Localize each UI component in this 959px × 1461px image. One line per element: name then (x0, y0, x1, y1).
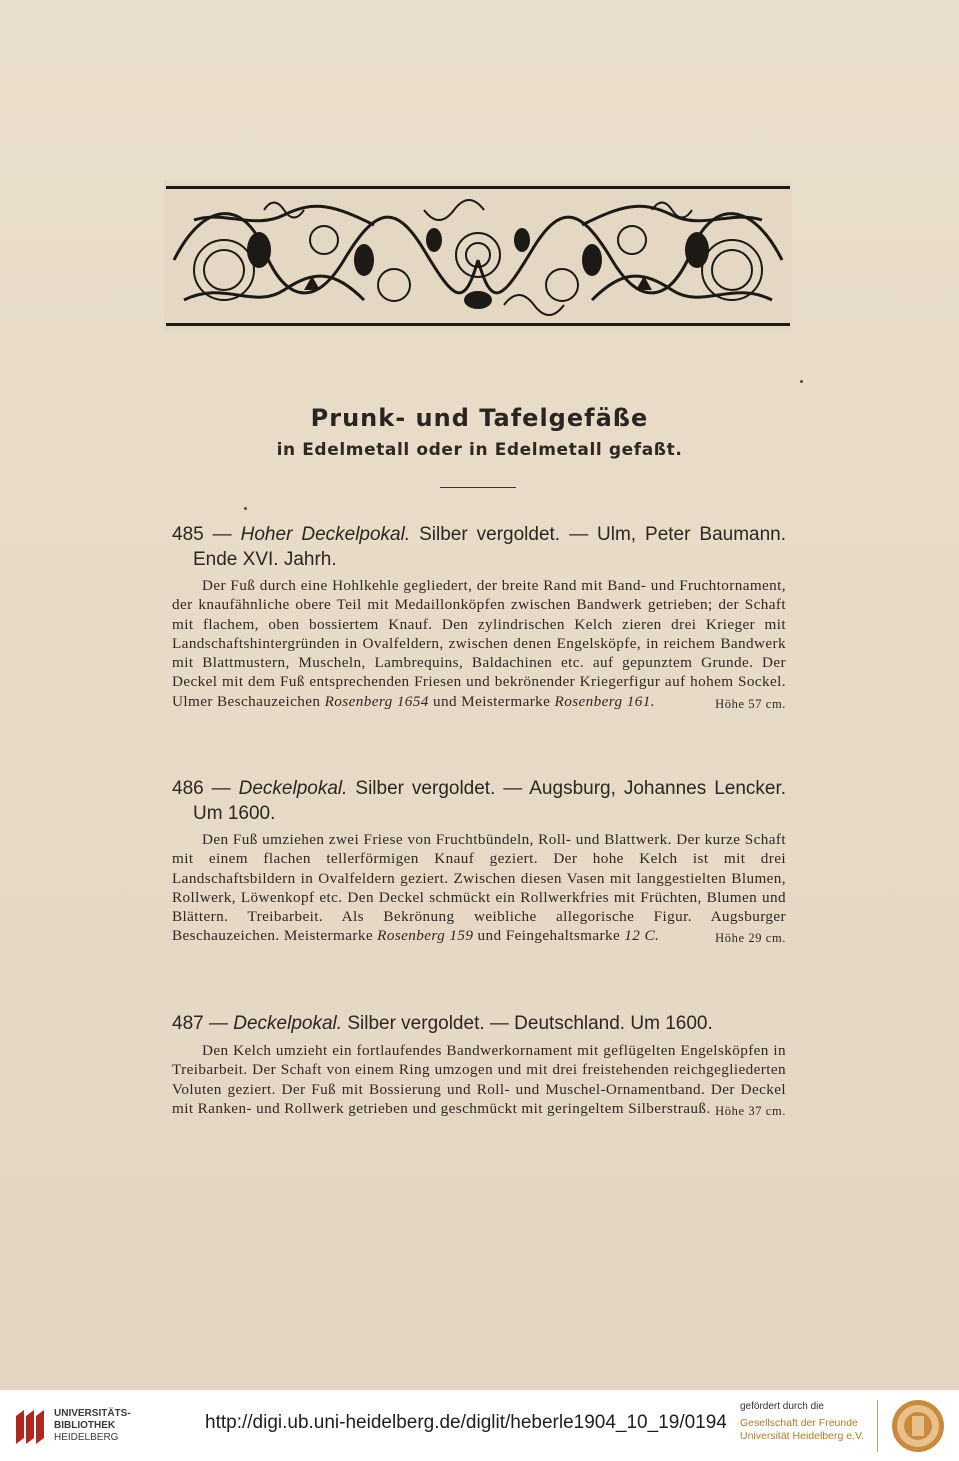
entry-dash: — (211, 778, 231, 799)
entry-object-name: Hoher Deckelpokal. (240, 524, 411, 545)
entry-heading (172, 776, 786, 802)
catalog-entry-485 (172, 522, 786, 714)
entry-dash: — (212, 524, 232, 545)
entry-date: Um 1600. (193, 803, 276, 824)
entry-date: Ende XVI. Jahrh. (193, 549, 337, 570)
entry-description: Der Fuß durch eine Hohlkehle gegliedert, der breite Rand mit Band- und Fruchtornament, der knaufähnliche obere Teil mit Medaillonköpfen zwischen Bandwerk getrieben; der Schaft mit flachem, oben bossiertem Knauf. Den zylindrischen Kelch zieren drei Krieger mit Landschaftshintergründen in Ovalfeldern, zwischen denen Engelsköpfe, in reichem Bandwerk mit Blattmustern, Muscheln, Lambrequins, Baldachinen etc. auf gepunztem Grunde. Der Deckel mit dem Fuß entsprechenden Friesen und bekrönender Kriegerfigur auf hohem Sockel. Ulmer Beschauzeichen Rosenberg 1654 und Meistermarke Rosenberg 161. Höhe 57 cm. (172, 576, 786, 711)
reference: Rosenberg 159 (377, 927, 474, 945)
entry-height: Höhe 29 cm. (715, 931, 786, 946)
entry-number: 486 (172, 778, 204, 799)
sponsor-credit: gefördert durch die Gesellschaft der Freunde Universität Heidelberg e.V. (740, 1401, 864, 1442)
reference: Rosenberg 161. (554, 692, 655, 710)
digitization-footer (0, 1390, 959, 1461)
reference: 12 C. (624, 927, 660, 945)
entry-origin: — Ulm, Peter Baumann. (569, 524, 787, 545)
entry-material: Silber vergoldet. (355, 778, 496, 799)
entry-height: Höhe 57 cm. (715, 696, 786, 711)
entry-description: Den Fuß umziehen zwei Friese von Fruchtbündeln, Roll- und Blattwerk. Der kurze Schaft mit einem flachen tellerförmigen Knauf geziert. Der hohe Kelch ist mit drei Landschaftsbildern in Ovalfeldern geziert. Zwischen diesen Vasen mit langgestielten Blumen, Rollwerk, Löwenkopf etc. Den Deckel schmückt ein Rollwerkfries mit Früchten, Blumen und Blättern. Treibarbeit. Als Bekrönung weibliche allegorische Figur. Augsburger Beschauzeichen. Meistermarke Rosenberg 159 und Feingehaltsmarke 12 C. Höhe 29 cm. (172, 830, 786, 946)
entry-material: Silber vergoldet. (347, 1013, 485, 1034)
reference: Rosenberg 1654 (324, 692, 429, 710)
ink-speck (244, 507, 247, 510)
page-subtitle: in Edelmetall oder in Edelmetall gefaßt. (276, 440, 683, 460)
section-heading (0, 404, 959, 460)
entry-number: 485 (172, 524, 204, 545)
entry-dash: — (208, 1013, 228, 1034)
library-name: UNIVERSITÄTS- BIBLIOTHEK HEIDELBERG (54, 1408, 131, 1443)
entry-heading (172, 1011, 786, 1037)
entry-material: Silber vergoldet. (419, 524, 561, 545)
title-divider (440, 487, 516, 488)
catalog-entry-486 (172, 776, 786, 949)
permalink-url[interactable]: http://digi.ub.uni-heidelberg.de/diglit/heberle1904_10_19/0194 (205, 1412, 727, 1433)
entry-height: Höhe 37 cm. (715, 1103, 786, 1118)
entry-object-name: Deckelpokal. (233, 1013, 343, 1034)
entry-object-name: Deckelpokal. (238, 778, 348, 799)
ornamental-frieze (164, 180, 792, 332)
entry-heading (172, 522, 786, 548)
university-seal-icon (890, 1398, 946, 1454)
footer-divider (877, 1400, 878, 1452)
entry-origin: — Augsburg, Johannes Lencker. (503, 778, 787, 799)
catalog-entry-487 (172, 1011, 786, 1121)
entry-number: 487 (172, 1013, 204, 1034)
entry-origin: — Deutschland. Um 1600. (489, 1013, 713, 1034)
ink-speck (800, 380, 803, 383)
entry-description: Den Kelch umzieht ein fortlaufendes Bandwerkornament mit geflügelten Engelsköpfen in Treibarbeit. Der Schaft von einem Ring umzogen und mit drei freistehenden reichgegliederten Voluten geziert. Der Fuß mit Bossierung und Roll- und Muschel-Ornamentband. Der Deckel mit Ranken- und Rollwerk getrieben und geschmückt mit geringeltem Silberstrauß. Höhe 37 cm. (172, 1041, 786, 1118)
library-logo-icon (12, 1406, 50, 1448)
page-title: Prunk- und Tafelgefäße (310, 404, 649, 432)
